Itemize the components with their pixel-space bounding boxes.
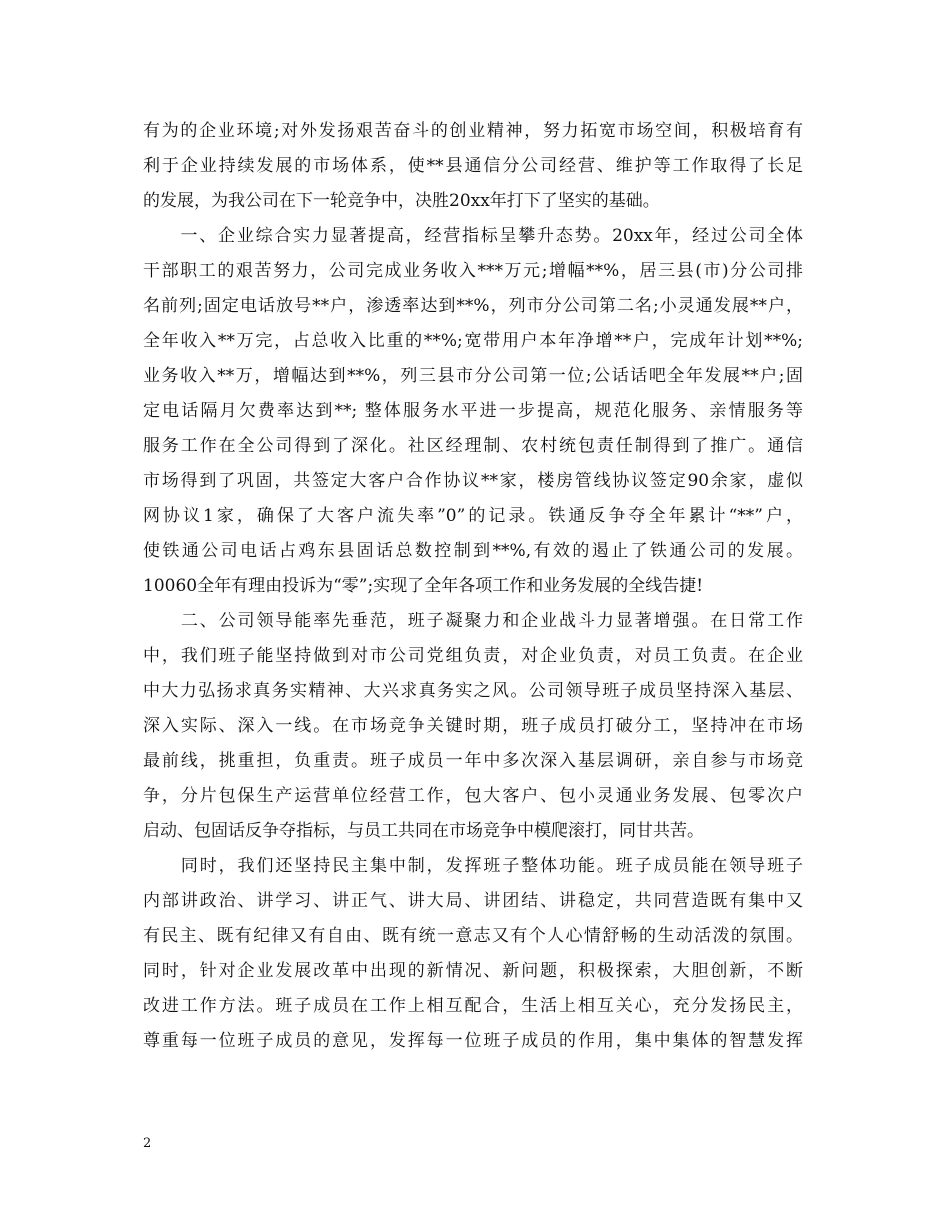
text-line: 最前线，挑重担，负重责。班子成员一年中多次深入基层调研，亲自参与市场竞 bbox=[143, 751, 803, 771]
document-body bbox=[143, 114, 803, 1059]
text-line: 干部职工的艰苦努力，公司完成业务收入***万元;增幅**%，居三县(市)分公司排 bbox=[143, 261, 803, 281]
text-line: 的发展，为我公司在下一轮竞争中，决胜20xx年打下了坚实的基础。 bbox=[143, 191, 660, 211]
text-line: 全年收入**万完，占总收入比重的**%;宽带用户本年净增**户，完成年计划**%; bbox=[143, 331, 803, 351]
text-line: 使铁通公司电话占鸡东县固话总数控制到**%,有效的遏止了铁通公司的发展。 bbox=[143, 541, 803, 561]
text-line: 服务工作在全公司得到了深化。社区经理制、农村统包责任制得到了推广。通信 bbox=[143, 436, 803, 456]
text-line: 10060全年有理由投诉为“零”;实现了全年各项工作和业务发展的全线告捷! bbox=[143, 576, 704, 596]
text-line: 二、公司领导能率先垂范，班子凝聚力和企业战斗力显著增强。在日常工作 bbox=[143, 611, 803, 631]
text-line: 市场得到了巩固，共签定大客户合作协议**家，楼房管线协议签定90余家，虚似 bbox=[143, 471, 803, 491]
text-line: 内部讲政治、讲学习、讲正气、讲大局、讲团结、讲稳定，共同营造既有集中又 bbox=[143, 891, 803, 911]
text-line: 名前列;固定电话放号**户，渗透率达到**%，列市分公司第二名;小灵通发展**户， bbox=[143, 296, 803, 316]
text-line: 中大力弘扬求真务实精神、大兴求真务实之风。公司领导班子成员坚持深入基层、 bbox=[143, 681, 803, 701]
text-line: 尊重每一位班子成员的意见，发挥每一位班子成员的作用，集中集体的智慧发挥 bbox=[143, 1031, 803, 1051]
text-line: 定电话隔月欠费率达到**; 整体服务水平进一步提高，规范化服务、亲情服务等 bbox=[143, 401, 803, 421]
text-line: 利于企业持续发展的市场体系，使**县通信分公司经营、维护等工作取得了长足 bbox=[143, 156, 803, 176]
text-line: 有民主、既有纪律又有自由、既有统一意志又有个人心情舒畅的生动活泼的氛围。 bbox=[143, 926, 803, 946]
text-line: 网协议1家，确保了大客户流失率”0”的记录。铁通反争夺全年累计“**”户， bbox=[143, 506, 803, 526]
text-line: 启动、包固话反争夺指标，与员工共同在市场竞争中模爬滚打，同甘共苦。 bbox=[143, 821, 704, 841]
page-number: 2 bbox=[143, 1136, 152, 1151]
text-line: 同时，我们还坚持民主集中制，发挥班子整体功能。班子成员能在领导班子 bbox=[143, 856, 803, 876]
text-line: 中，我们班子能坚持做到对市公司党组负责，对企业负责，对员工负责。在企业 bbox=[143, 646, 803, 666]
text-line: 深入实际、深入一线。在市场竞争关键时期，班子成员打破分工，坚持冲在市场 bbox=[143, 716, 803, 736]
text-line: 有为的企业环境;对外发扬艰苦奋斗的创业精神，努力拓宽市场空间，积极培育有 bbox=[143, 121, 803, 141]
text-line: 争，分片包保生产运营单位经营工作，包大客户、包小灵通业务发展、包零次户 bbox=[143, 786, 803, 806]
text-line: 同时，针对企业发展改革中出现的新情况、新问题，积极探索，大胆创新，不断 bbox=[143, 961, 803, 981]
text-line: 改进工作方法。班子成员在工作上相互配合，生活上相互关心，充分发扬民主， bbox=[143, 996, 803, 1016]
text-line: 一、企业综合实力显著提高，经营指标呈攀升态势。20xx年，经过公司全体 bbox=[143, 226, 803, 246]
text-line: 业务收入**万，增幅达到**%，列三县市分公司第一位;公话话吧全年发展**户;固 bbox=[143, 366, 803, 386]
